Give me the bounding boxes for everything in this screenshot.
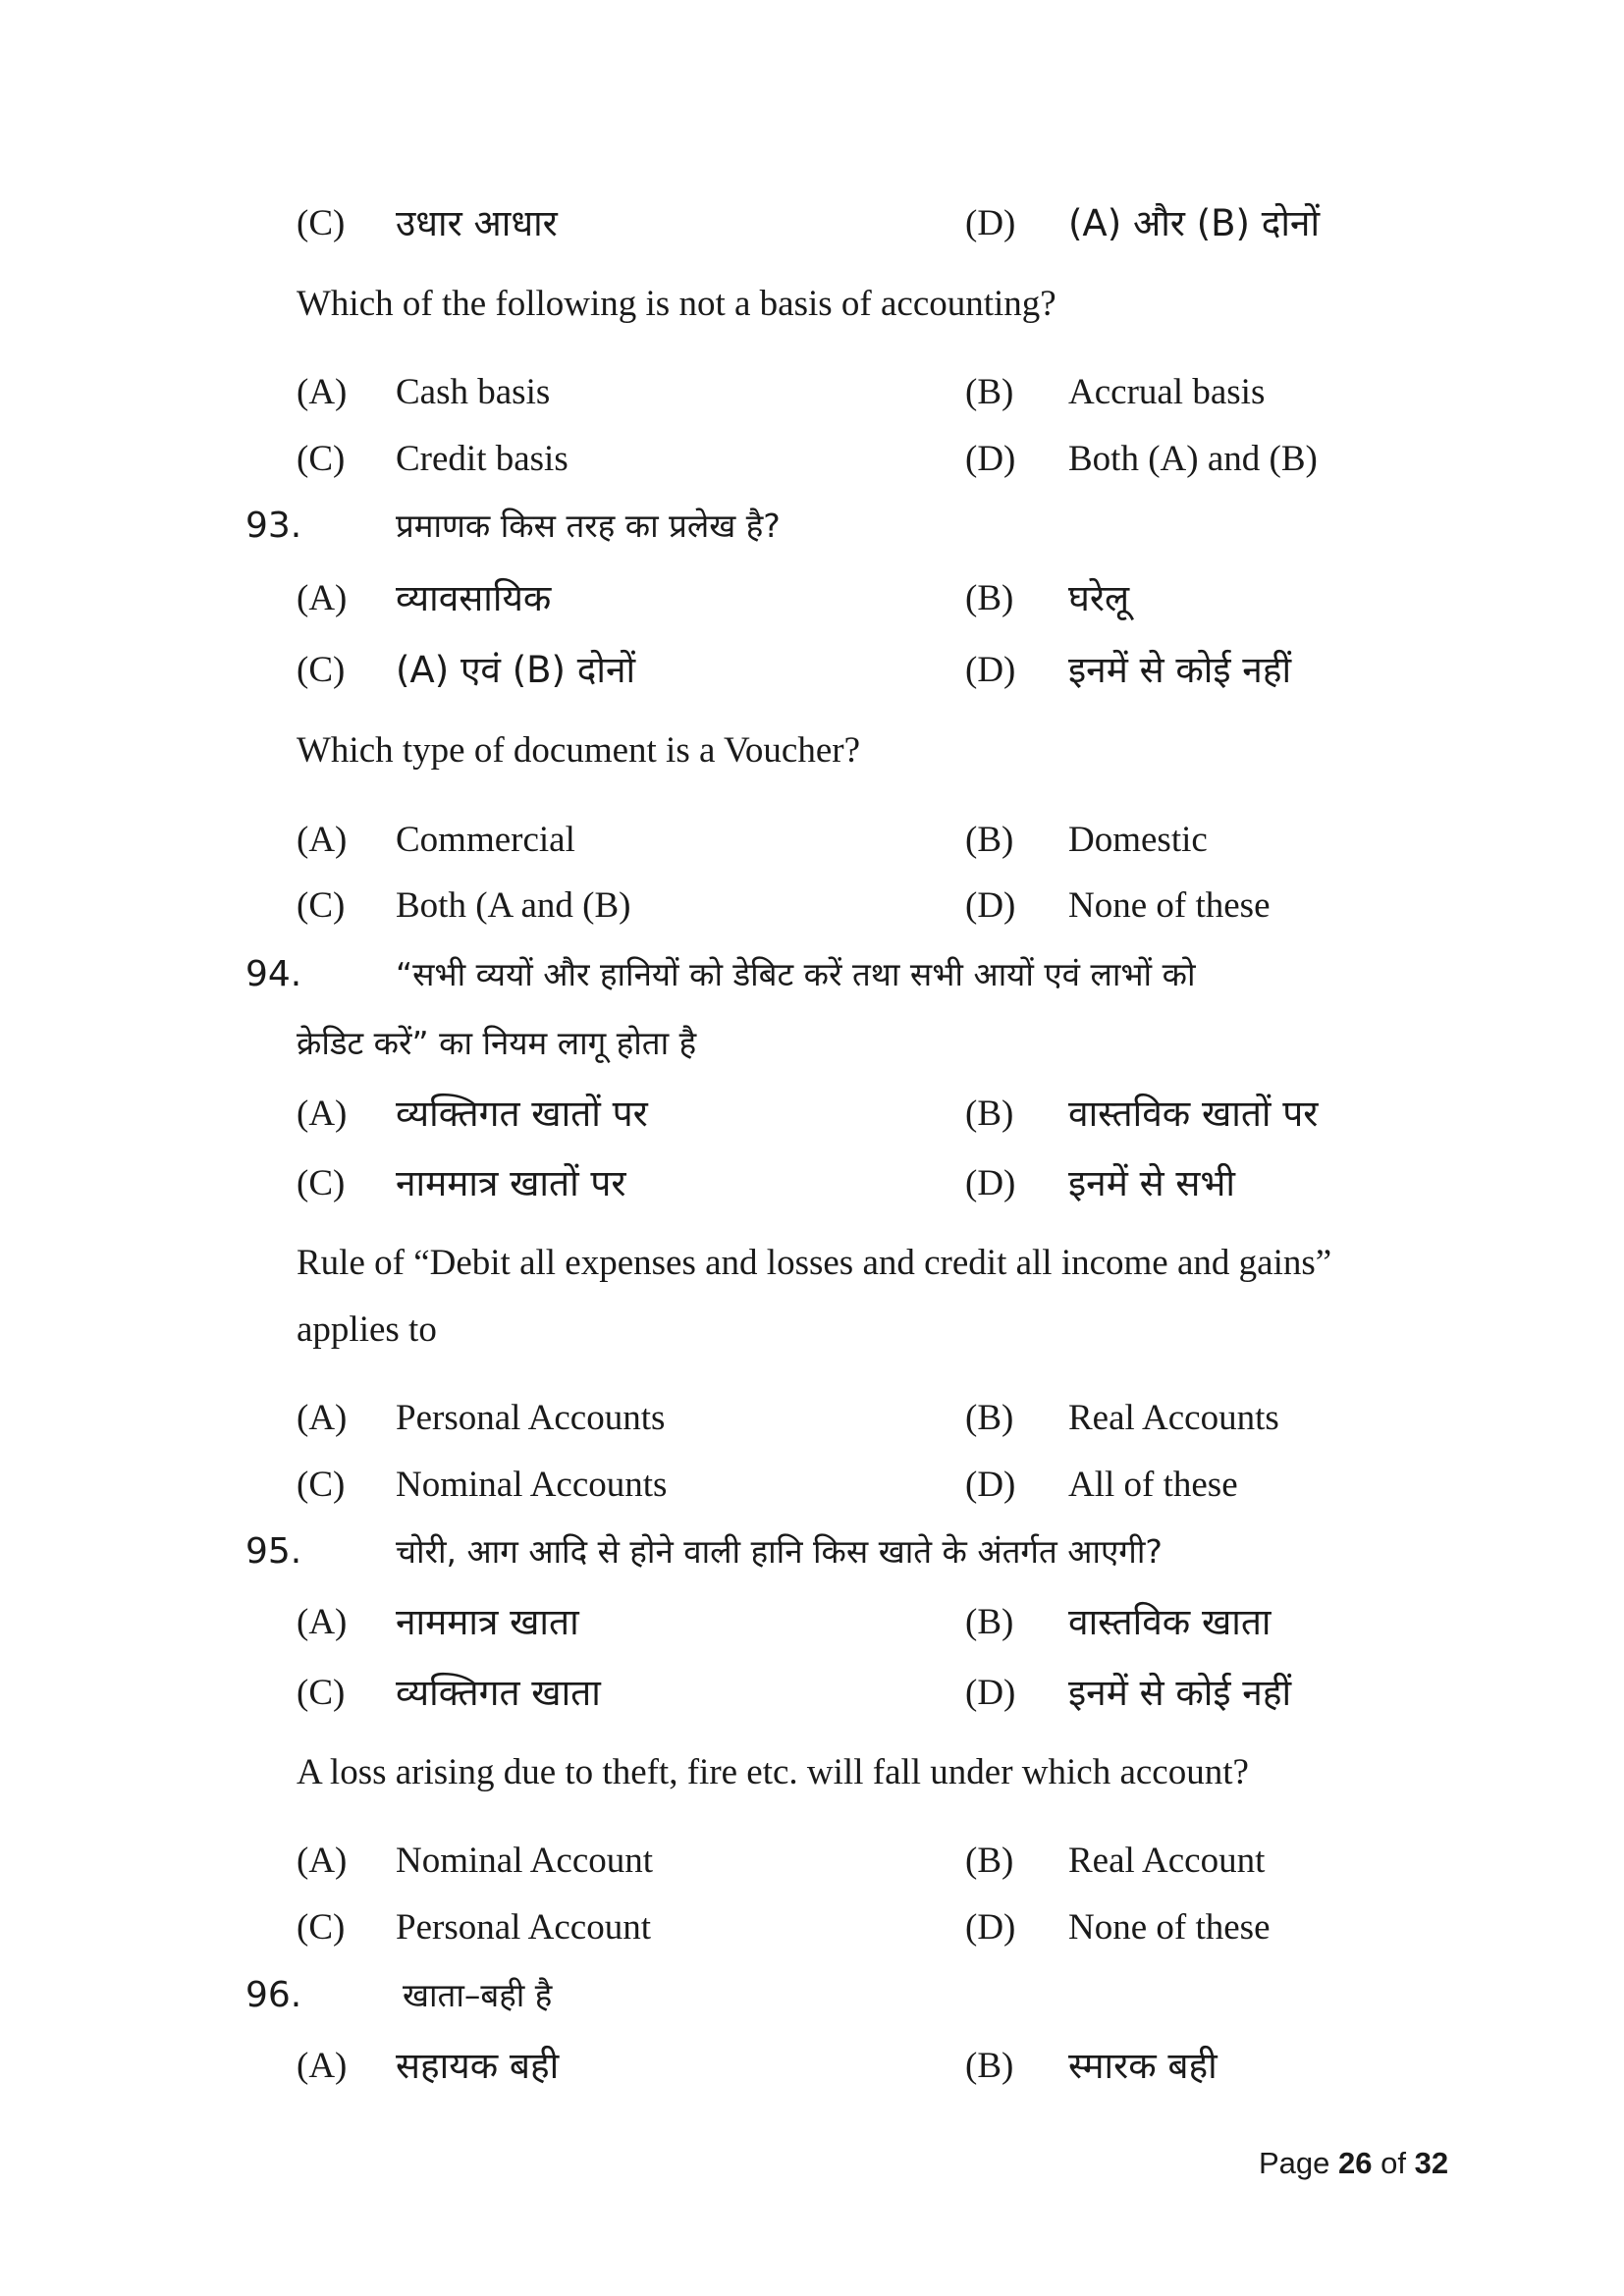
option-text: Credit basis <box>396 439 568 479</box>
question-text-en: A loss arising due to theft, fire etc. will fall under which account? <box>297 1752 1249 1792</box>
option-text: None of these <box>1068 1907 1271 1948</box>
option-text: Nominal Accounts <box>396 1465 668 1505</box>
option-row <box>0 2044 1624 2093</box>
option-label: (C) <box>297 203 346 243</box>
question-text-hi: खाता–बही है <box>403 1976 553 2014</box>
option-text: व्यक्तिगत खातों पर <box>396 1093 648 1135</box>
option-row <box>0 1671 1624 1720</box>
option-row <box>0 1905 1624 1954</box>
option-label: (C) <box>297 1163 346 1203</box>
option-label: (C) <box>297 1673 346 1713</box>
option-text: स्मारक बही <box>1068 2045 1218 2087</box>
option-label: (A) <box>297 578 348 618</box>
total-pages: 32 <box>1414 2146 1449 2180</box>
option-label: (B) <box>965 578 1014 618</box>
option-row <box>0 576 1624 625</box>
option-label: (C) <box>297 650 346 690</box>
option-label: (C) <box>297 1465 346 1505</box>
option-label: (D) <box>965 650 1016 690</box>
option-row <box>0 883 1624 933</box>
question-number: 94. <box>245 954 302 994</box>
option-text: Real Account <box>1068 1841 1266 1881</box>
option-text: Cash basis <box>396 372 551 412</box>
option-label: (D) <box>965 885 1016 926</box>
option-text: Commercial <box>396 820 575 860</box>
option-text: व्यावसायिक <box>396 577 552 619</box>
option-row <box>0 1396 1624 1445</box>
option-text: वास्तविक खाता <box>1068 1601 1272 1643</box>
option-label: (D) <box>965 1907 1016 1948</box>
option-label: (A) <box>297 820 348 860</box>
option-label: (B) <box>965 1602 1014 1642</box>
option-label: (B) <box>965 372 1014 412</box>
option-row <box>0 1161 1624 1210</box>
option-row <box>0 1600 1624 1649</box>
option-text: व्यक्तिगत खाता <box>396 1672 601 1714</box>
option-text: घरेलू <box>1068 577 1130 619</box>
option-text: Personal Accounts <box>396 1398 666 1438</box>
question-text-hi: “सभी व्ययों और हानियों को डेबिट करें तथा सभी आयों एवं लाभों को <box>396 955 1196 993</box>
option-label: (D) <box>965 1163 1016 1203</box>
option-text: (A) और (B) दोनों <box>1068 202 1321 244</box>
option-text: Personal Account <box>396 1907 651 1948</box>
option-text: Domestic <box>1068 820 1208 860</box>
option-label: (D) <box>965 1673 1016 1713</box>
option-text: इनमें से सभी <box>1068 1162 1235 1204</box>
option-label: (D) <box>965 439 1016 479</box>
option-row <box>0 818 1624 867</box>
question-text-en: Rule of “Debit all expenses and losses and credit all income and gains” <box>297 1243 1332 1283</box>
option-label: (D) <box>965 203 1016 243</box>
option-label: (A) <box>297 1602 348 1642</box>
option-row <box>0 1463 1624 1512</box>
option-label: (A) <box>297 372 348 412</box>
option-text: इनमें से कोई नहीं <box>1068 1672 1292 1714</box>
page-word: Page <box>1259 2146 1330 2180</box>
option-text: नाममात्र खातों पर <box>396 1162 626 1204</box>
option-label: (C) <box>297 439 346 479</box>
option-text: सहायक बही <box>396 2045 560 2087</box>
option-text: Both (A) and (B) <box>1068 439 1318 479</box>
option-label: (B) <box>965 2046 1014 2086</box>
question-text-en: applies to <box>297 1309 437 1350</box>
page-number <box>1259 2146 1448 2181</box>
question-number: 93. <box>245 506 302 546</box>
option-text: उधार आधार <box>396 202 558 244</box>
option-text: इनमें से कोई नहीं <box>1068 649 1292 691</box>
option-row <box>0 648 1624 697</box>
option-text: Nominal Account <box>396 1841 654 1881</box>
option-label: (A) <box>297 1841 348 1881</box>
question-text-hi: चोरी, आग आदि से होने वाली हानि किस खाते के अंतर्गत आएगी? <box>396 1532 1163 1571</box>
option-label: (B) <box>965 820 1014 860</box>
question-text-hi: प्रमाणक किस तरह का प्रलेख है? <box>396 507 781 545</box>
option-text: नाममात्र खाता <box>396 1601 579 1643</box>
question-text-en: Which type of document is a Voucher? <box>297 730 861 771</box>
current-page: 26 <box>1338 2146 1373 2180</box>
of-word: of <box>1380 2146 1406 2180</box>
option-label: (A) <box>297 2046 348 2086</box>
option-text: Both (A and (B) <box>396 885 631 926</box>
option-text: All of these <box>1068 1465 1238 1505</box>
question-number: 96. <box>245 1975 302 2015</box>
option-row <box>0 437 1624 486</box>
question-text-en: Which of the following is not a basis of accounting? <box>297 284 1056 324</box>
option-row <box>0 1839 1624 1888</box>
option-row <box>0 201 1624 250</box>
option-label: (C) <box>297 885 346 926</box>
option-row <box>0 370 1624 419</box>
option-label: (B) <box>965 1841 1014 1881</box>
question-number: 95. <box>245 1531 302 1572</box>
option-label: (C) <box>297 1907 346 1948</box>
option-label: (B) <box>965 1094 1014 1134</box>
option-text: None of these <box>1068 885 1271 926</box>
option-label: (A) <box>297 1398 348 1438</box>
option-label: (A) <box>297 1094 348 1134</box>
option-row <box>0 1092 1624 1141</box>
option-label: (D) <box>965 1465 1016 1505</box>
option-label: (B) <box>965 1398 1014 1438</box>
question-text-hi: क्रेडिट करें” का नियम लागू होता है <box>297 1024 697 1062</box>
option-text: Accrual basis <box>1068 372 1266 412</box>
option-text: Real Accounts <box>1068 1398 1279 1438</box>
option-text: वास्तविक खातों पर <box>1068 1093 1319 1135</box>
option-text: (A) एवं (B) दोनों <box>396 649 636 691</box>
